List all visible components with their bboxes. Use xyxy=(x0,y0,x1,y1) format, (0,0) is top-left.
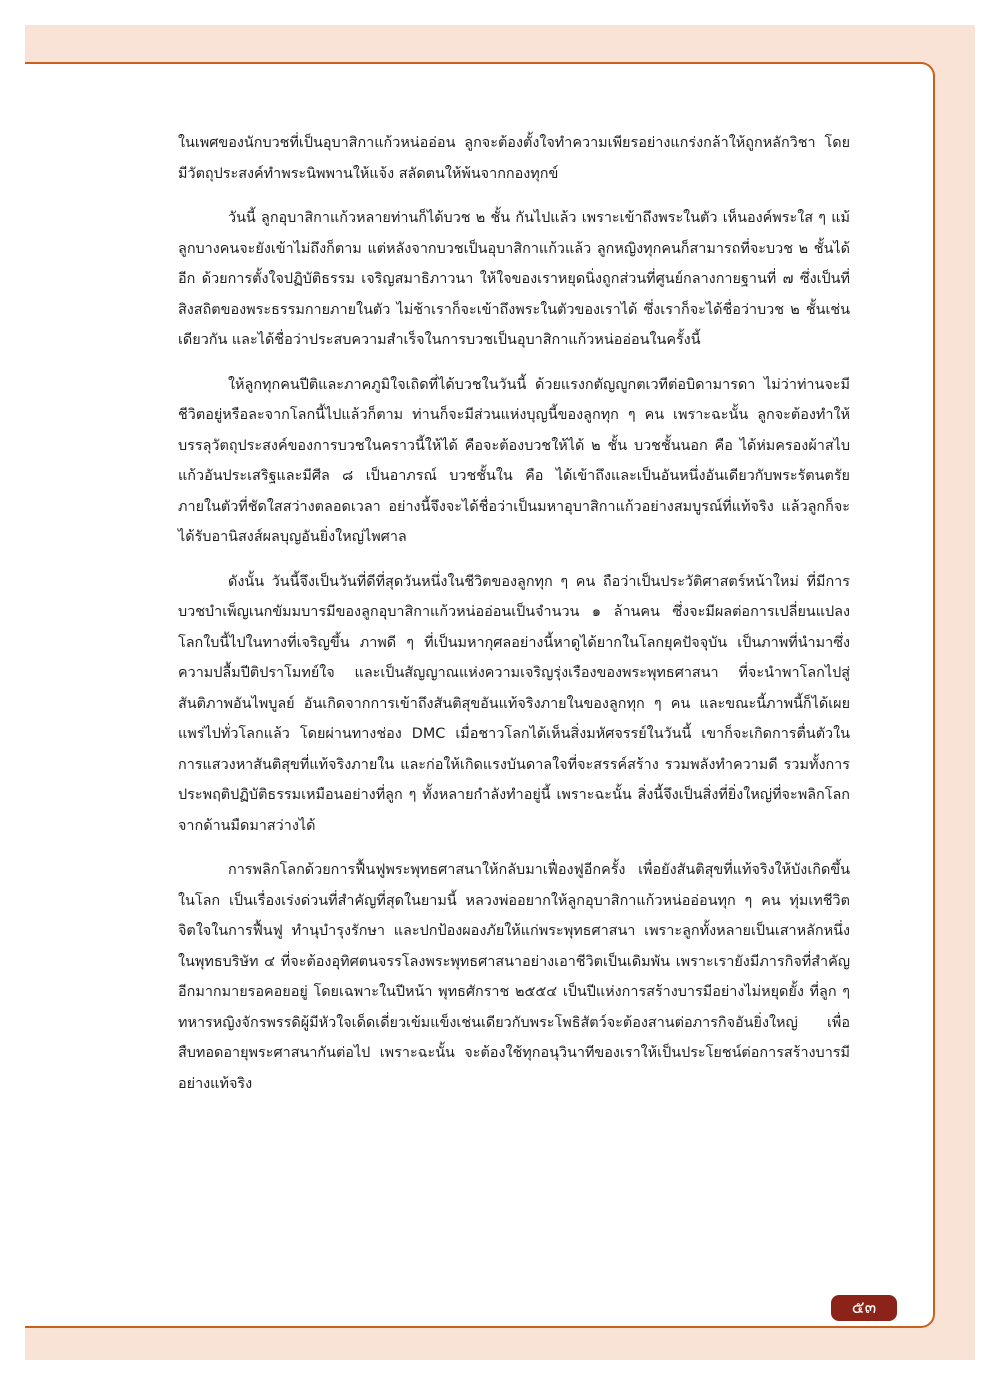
paragraph-4: ดังนั้น วันนี้จึงเป็นวันที่ดีที่สุดวันหนึ่งในชีวิตของลูกทุก ๆ คน ถือว่าเป็นประวัติศาสตร์หน้าใหม่ ที่มีการบวชบำเพ็ญเนกขัมมบารมีของลูกอุบาสิกาแก้วหน่ออ่อนเป็นจำนวน ๑ ล้านคน ซึ่งจะมีผลต่อการเปลี่ยนแปลงโลกใบนี้ไปในทางที่เจริญขึ้น ภาพดี ๆ ที่เป็นมหากุศลอย่างนี้หาดูได้ยากในโลกยุคปัจจุบัน เป็นภาพที่นำมาซึ่งความปลื้มปีติปราโมทย์ใจ และเป็นสัญญาณแห่งความเจริญรุ่งเรืองของพระพุทธศาสนา ที่จะนำพาโลกไปสู่สันติภาพอันไพบูลย์ อันเกิดจากการเข้าถึงสันติสุขอันแท้จริงภายในของลูกทุก ๆ คน และขณะนี้ภาพนี้ก็ได้เผยแพร่ไปทั่วโลกแล้ว โดยผ่านทางช่อง DMC เมื่อชาวโลกได้เห็นสิ่งมหัศจรรย์ในวันนี้ เขาก็จะเกิดการตื่นตัวในการแสวงหาสันติสุขที่แท้จริงภายใน และก่อให้เกิดแรงบันดาลใจที่จะสรรค์สร้าง รวมพลังทำความดี รวมทั้งการประพฤติปฏิบัติธรรมเหมือนอย่างที่ลูก ๆ ทั้งหลายกำลังทำอยู่นี้ เพราะฉะนั้น สิ่งนี้จึงเป็นสิ่งที่ยิ่งใหญ่ที่จะพลิกโลกจากด้านมืดมาสว่างได้ xyxy=(178,573,850,834)
body-text xyxy=(178,128,850,1113)
paragraph-2: วันนี้ ลูกอุบาสิกาแก้วหลายท่านก็ได้บวช ๒ ชั้น กันไปแล้ว เพราะเข้าถึงพระในตัว เห็นองค์พระใส ๆ แม้ลูกบางคนจะยังเข้าไม่ถึงก็ตาม แต่หลังจากบวชเป็นอุบาสิกาแก้วแล้ว ลูกหญิงทุกคนก็สามารถที่จะบวช ๒ ชั้นได้อีก ด้วยการตั้งใจปฏิบัติธรรม เจริญสมาธิภาวนา ให้ใจของเราหยุดนิ่งถูกส่วนที่ศูนย์กลางกายฐานที่ ๗ ซึ่งเป็นที่สิงสถิตของพระธรรมกายภายในตัว ไม่ช้าเราก็จะเข้าถึงพระในตัวของเราได้ ซึ่งเราก็จะได้ชื่อว่าบวช ๒ ชั้นเช่นเดียวกัน และได้ชื่อว่าประสบความสำเร็จในการบวชเป็นอุบาสิกาแก้วหน่ออ่อนในครั้งนี้ xyxy=(178,210,850,348)
paragraph-1: ในเพศของนักบวชที่เป็นอุบาสิกาแก้วหน่ออ่อน ลูกจะต้องตั้งใจทำความเพียรอย่างแกร่งกล้าให้ถูกหลักวิชา โดยมีวัตถุประสงค์ทำพระนิพพานให้แจ้ง สลัดตนให้พ้นจากกองทุกข์ xyxy=(178,135,850,182)
paragraph-5: การพลิกโลกด้วยการฟื้นฟูพระพุทธศาสนาให้กลับมาเฟื่องฟูอีกครั้ง เพื่อยังสันติสุขที่แท้จริงให้บังเกิดขึ้นในโลก เป็นเรื่องเร่งด่วนที่สำคัญที่สุดในยามนี้ หลวงพ่ออยากให้ลูกอุบาสิกาแก้วหน่ออ่อนทุก ๆ คน ทุ่มเทชีวิตจิตใจในการฟื้นฟู ทำนุบำรุงรักษา และปกป้องผองภัยให้แก่พระพุทธศาสนา เพราะลูกทั้งหลายเป็นเสาหลักหนึ่งในพุทธบริษัท ๔ ที่จะต้องอุทิศตนจรรโลงพระพุทธศาสนาอย่างเอาชีวิตเป็นเดิมพัน เพราะเรายังมีภารกิจที่สำคัญอีกมากมายรอคอยอยู่ โดยเฉพาะในปีหน้า พุทธศักราช ๒๕๕๔ เป็นปีแห่งการสร้างบารมีอย่างไม่หยุดยั้ง ที่ลูก ๆ ทหารหญิงจักรพรรดิผู้มีหัวใจเด็ดเดี่ยวเข้มแข็งเช่นเดียวกับพระโพธิสัตว์จะต้องสานต่อภารกิจอันยิ่งใหญ่ เพื่อสืบทอดอายุพระศาสนากันต่อไป เพราะฉะนั้น จะต้องใช้ทุกอนุวินาทีของเราให้เป็นประโยชน์ต่อการสร้างบารมีอย่างแท้จริง xyxy=(178,862,850,1092)
page-number-badge: ๕๓ xyxy=(831,1295,897,1321)
paragraph-3: ให้ลูกทุกคนปีติและภาคภูมิใจเถิดที่ได้บวชในวันนี้ ด้วยแรงกตัญญูกตเวทีต่อบิดามารดา ไม่ว่าท่านจะมีชีวิตอยู่หรือละจากโลกนี้ไปแล้วก็ตาม ท่านก็จะมีส่วนแห่งบุญนี้ของลูกทุก ๆ คน เพราะฉะนั้น ลูกจะต้องทำให้บรรลุวัตถุประสงค์ของการบวชในคราวนี้ให้ได้ คือจะต้องบวชให้ได้ ๒ ชั้น บวชชั้นนอก คือ ได้ห่มครองผ้าสไบแก้วอันประเสริฐและมีศีล ๘ เป็นอาภรณ์ บวชชั้นใน คือ ได้เข้าถึงและเป็นอันหนึ่งอันเดียวกับพระรัตนตรัยภายในตัวที่ชัดใสสว่างตลอดเวลา อย่างนี้จึงจะได้ชื่อว่าเป็นมหาอุบาสิกาแก้วอย่างสมบูรณ์ที่แท้จริง แล้วลูกก็จะได้รับอานิสงส์ผลบุญอันยิ่งใหญ่ไพศาล xyxy=(178,376,850,545)
